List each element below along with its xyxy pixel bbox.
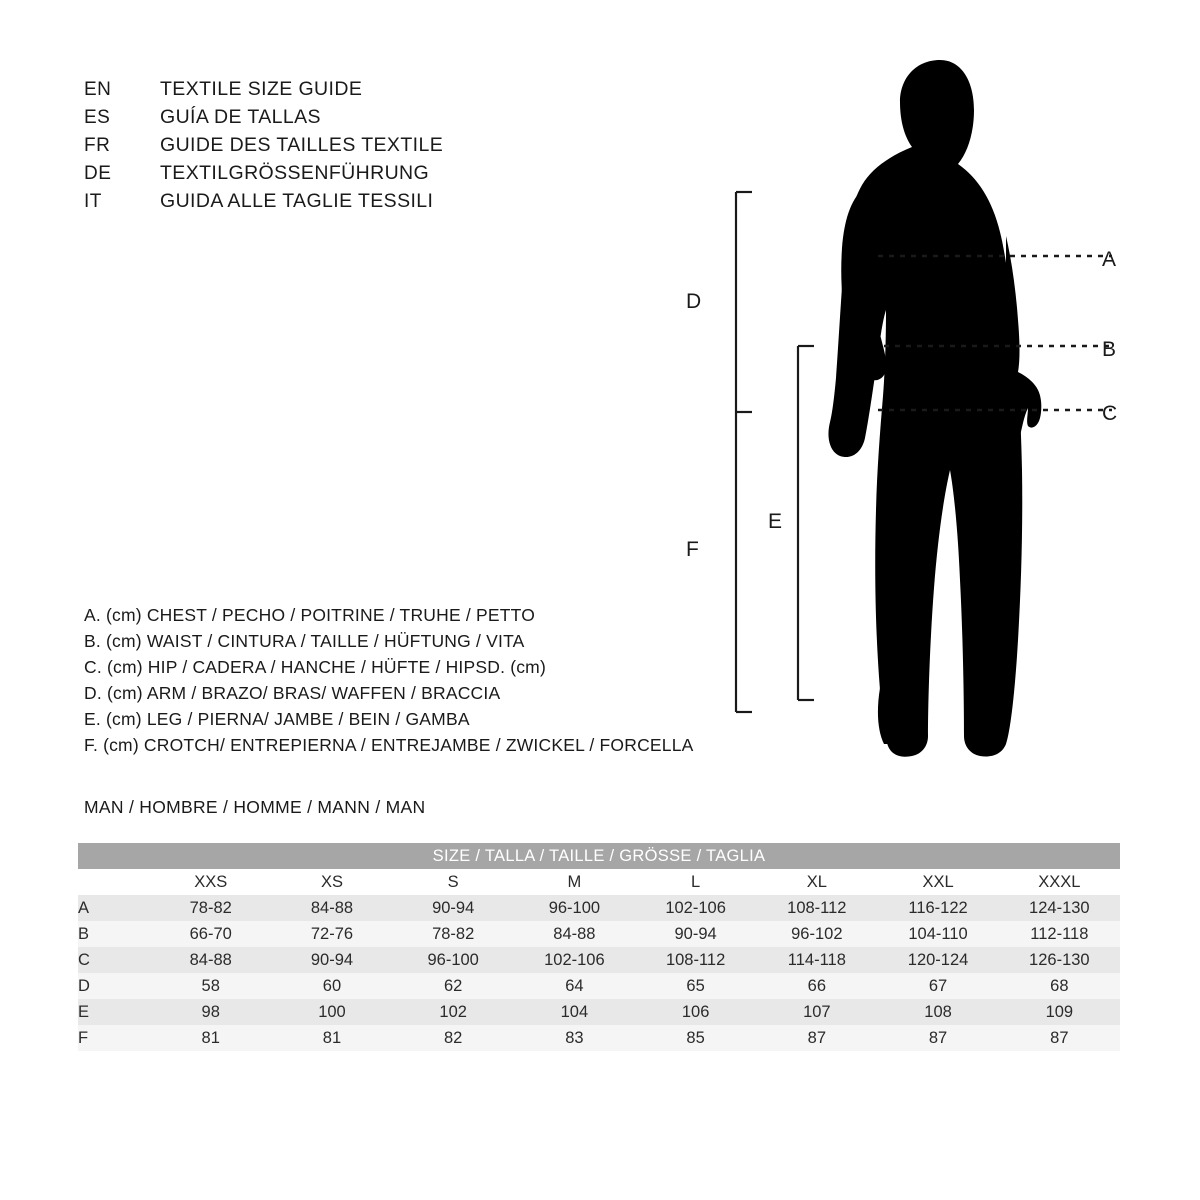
language-row-en <box>84 78 443 106</box>
cell: 68 <box>999 973 1120 999</box>
marker-label-a: A <box>1102 248 1117 271</box>
cell: 81 <box>150 1025 271 1051</box>
cell: 106 <box>635 999 756 1025</box>
row-label: E <box>78 999 150 1025</box>
cell: 102 <box>393 999 514 1025</box>
cell: 109 <box>999 999 1120 1025</box>
language-row-de <box>84 162 443 190</box>
language-row-es <box>84 106 443 134</box>
legend-line-c: C. (cm) HIP / CADERA / HANCHE / HÜFTE / HIPSD. (cm) <box>84 657 546 677</box>
cell: 120-124 <box>877 947 998 973</box>
crotch-bracket <box>736 412 752 712</box>
cell: 87 <box>877 1025 998 1051</box>
cell: 102-106 <box>514 947 635 973</box>
table-header-row <box>78 869 1120 895</box>
column-header-xl: XL <box>756 869 877 895</box>
marker-label-d: D <box>686 290 702 313</box>
cell: 100 <box>271 999 392 1025</box>
legend-line-d: D. (cm) ARM / BRAZO/ BRAS/ WAFFEN / BRACCIA <box>84 683 501 703</box>
cell: 84-88 <box>150 947 271 973</box>
measurement-diagram <box>640 40 1160 780</box>
measurement-legend <box>84 602 694 758</box>
language-title: TEXTILGRÖSSENFÜHRUNG <box>160 162 430 184</box>
table-row <box>78 1025 1120 1051</box>
cell: 108-112 <box>635 947 756 973</box>
gender-label: MAN / HOMBRE / HOMME / MANN / MAN <box>84 797 426 817</box>
cell: 84-88 <box>514 921 635 947</box>
language-row-fr <box>84 134 443 162</box>
row-label: A <box>78 895 150 921</box>
language-row-it <box>84 190 443 218</box>
table-title: SIZE / TALLA / TAILLE / GRÖSSE / TAGLIA <box>78 843 1120 869</box>
cell: 82 <box>393 1025 514 1051</box>
marker-label-f: F <box>686 538 699 561</box>
language-title: GUIDE DES TAILLES TEXTILE <box>160 134 444 156</box>
language-code: DE <box>84 163 112 184</box>
column-header-xxs: XXS <box>150 869 271 895</box>
cell: 87 <box>756 1025 877 1051</box>
cell: 124-130 <box>999 895 1120 921</box>
legend-line-a: A. (cm) CHEST / PECHO / POITRINE / TRUHE / PETTO <box>84 605 536 625</box>
cell: 78-82 <box>150 895 271 921</box>
cell: 126-130 <box>999 947 1120 973</box>
cell: 108-112 <box>756 895 877 921</box>
language-title: GUÍA DE TALLAS <box>160 106 321 128</box>
cell: 72-76 <box>271 921 392 947</box>
cell: 83 <box>514 1025 635 1051</box>
cell: 58 <box>150 973 271 999</box>
cell: 104 <box>514 999 635 1025</box>
cell: 66-70 <box>150 921 271 947</box>
legend-line-b: B. (cm) WAIST / CINTURA / TAILLE / HÜFTUNG / VITA <box>84 631 525 651</box>
cell: 64 <box>514 973 635 999</box>
cell: 107 <box>756 999 877 1025</box>
man-silhouette-icon <box>828 60 1041 757</box>
cell: 112-118 <box>999 921 1120 947</box>
leg-bracket <box>798 346 814 700</box>
cell: 60 <box>271 973 392 999</box>
language-code: ES <box>84 107 111 128</box>
cell: 90-94 <box>271 947 392 973</box>
cell: 65 <box>635 973 756 999</box>
arm-bracket <box>736 192 752 412</box>
row-label: F <box>78 1025 150 1051</box>
cell: 108 <box>877 999 998 1025</box>
cell: 102-106 <box>635 895 756 921</box>
cell: 90-94 <box>635 921 756 947</box>
language-code: IT <box>84 191 102 212</box>
cell: 104-110 <box>877 921 998 947</box>
marker-label-c: C <box>1102 402 1118 425</box>
column-header-xs: XS <box>271 869 392 895</box>
cell: 96-102 <box>756 921 877 947</box>
size-table-container <box>78 843 1120 1051</box>
cell: 85 <box>635 1025 756 1051</box>
cell: 114-118 <box>756 947 877 973</box>
table-row <box>78 973 1120 999</box>
column-header-l: L <box>635 869 756 895</box>
cell: 66 <box>756 973 877 999</box>
column-header-xxxl: XXXL <box>999 869 1120 895</box>
table-row <box>78 921 1120 947</box>
column-header-xxl: XXL <box>877 869 998 895</box>
language-code: EN <box>84 79 112 100</box>
cell: 87 <box>999 1025 1120 1051</box>
row-label: B <box>78 921 150 947</box>
table-title-row <box>78 843 1120 869</box>
cell: 116-122 <box>877 895 998 921</box>
cell: 78-82 <box>393 921 514 947</box>
marker-label-e: E <box>768 510 783 533</box>
language-title: GUIDA ALLE TAGLIE TESSILI <box>160 190 434 212</box>
row-label: C <box>78 947 150 973</box>
language-code: FR <box>84 135 111 156</box>
language-title-list <box>84 78 443 218</box>
language-title: TEXTILE SIZE GUIDE <box>160 78 363 100</box>
cell: 96-100 <box>514 895 635 921</box>
legend-line-f: F. (cm) CROTCH/ ENTREPIERNA / ENTREJAMBE / ZWICKEL / FORCELLA <box>84 735 694 755</box>
row-label: D <box>78 973 150 999</box>
cell: 62 <box>393 973 514 999</box>
table-row <box>78 999 1120 1025</box>
legend-line-e: E. (cm) LEG / PIERNA/ JAMBE / BEIN / GAMBA <box>84 709 470 729</box>
column-header-m: M <box>514 869 635 895</box>
marker-label-b: B <box>1102 338 1117 361</box>
header-corner <box>78 869 150 895</box>
cell: 67 <box>877 973 998 999</box>
column-header-s: S <box>393 869 514 895</box>
cell: 84-88 <box>271 895 392 921</box>
table-row <box>78 947 1120 973</box>
size-table <box>78 843 1120 1051</box>
table-row <box>78 895 1120 921</box>
cell: 81 <box>271 1025 392 1051</box>
cell: 98 <box>150 999 271 1025</box>
cell: 96-100 <box>393 947 514 973</box>
cell: 90-94 <box>393 895 514 921</box>
